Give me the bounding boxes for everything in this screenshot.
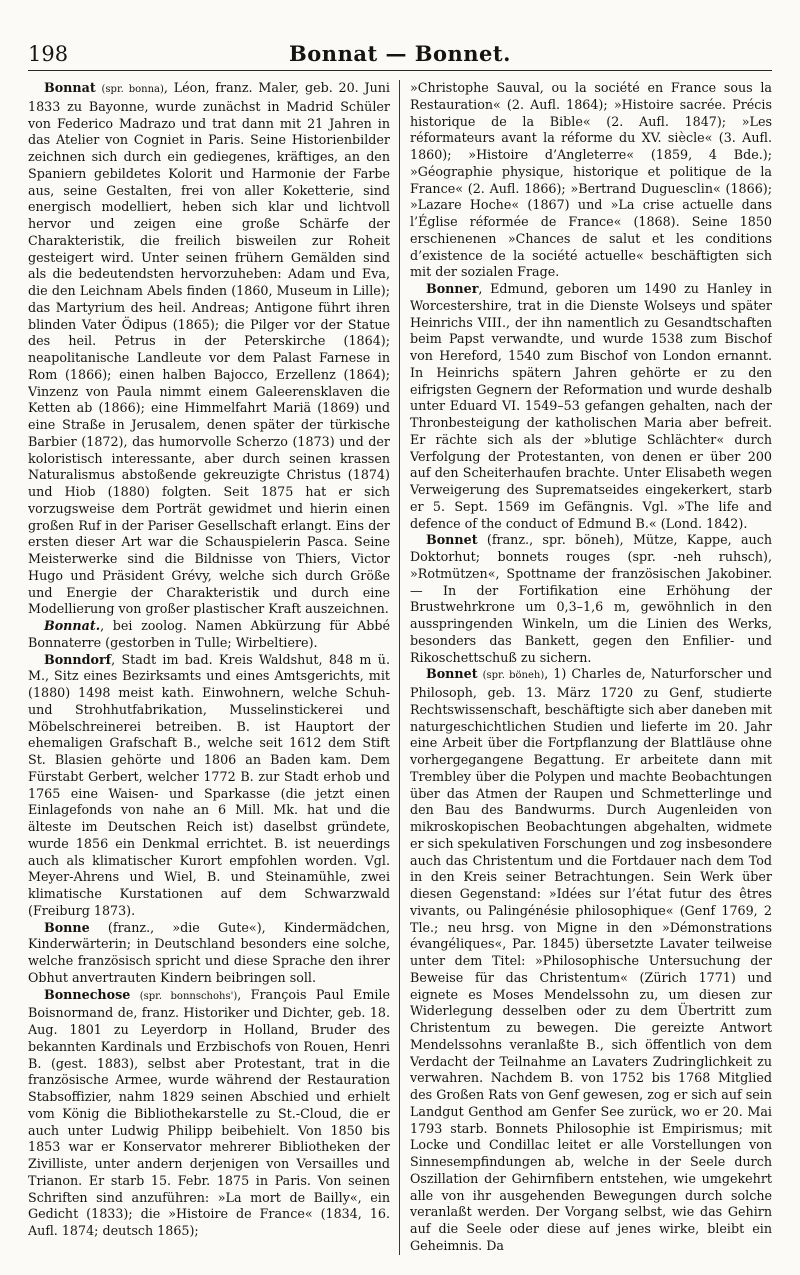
entry-pronunciation: (spr. bonnschohs') xyxy=(139,990,238,1002)
dictionary-entry xyxy=(410,532,772,666)
running-title: Bonnat — Bonnet. xyxy=(289,41,511,66)
entry-headword: Bonndorf xyxy=(44,651,112,667)
entry-headword: Bonnat xyxy=(44,80,96,95)
entry-text: , 1) Charles de, Naturforscher und Philosoph, geb. 13. März 1720 zu Genf, studierte Rechtswissenschaft, beschäftigte sich aber daneben mit naturgeschichtlichen Studien und lieferte im 20. Jahr eine Arbeit über die Fortpflanzung der Blattläuse ohne vorhergegangene Begattung. Er arbeitete dann mit Trembley über die Polypen und machte Beobachtungen über das Atmen der Raupen und Schmetterlinge und den Bau des Bandwurms. Durch Augenleiden von mikroskopischen Beobachtungen abgehalten, widmete er sich spekulativen Forschungen und zog insbesondere auch das Christentum und die Fortdauer nach dem Tod in den Kreis seiner Betrachtungen. Sein Werk über diesen Gegenstand: »Idées sur l’état futur des êtres vivants, ou Palingénésie philosophique« (Genf 1769, 2 Tle.; neu hrsg. von Migne in den »Démonstrations évangéliques«, Par. 1845) übersetzte Lavater teilweise unter dem Titel: »Philosophische Untersuchung der Beweise für das Christentum« (Zürich 1771) und eignete es Moses Mendelssohn zu, um diesen zur Widerlegung desselben oder zu dem Übertritt zum Christentum zu bewegen. Die gereizte Antwort Mendelssohns veranlaßte B., sich öffentlich von dem Verdacht der Teilnahme an Lavaters Zudringlichkeit zu verwahren. Nachdem B. von 1752 bis 1768 Mitglied des Großen Rats von Genf gewesen, zog er sich auf sein Landgut Genthod am Genfer See zurück, wo er 20. Mai 1793 starb. Bonnets Philosophie ist Empirismus; mit Locke und Condillac leitet er alle Vorstellungen von Sinnesempfindungen ab, welche in der Seele durch Oszillation der Gehirnfibern entstehen, wie umgekehrt alle von ihr ausgehenden Bewegungen durch solche veranlaßt werden. Der Vorgang selbst, wie das Gehirn auf die Seele oder diese auf jenes wirke, bleibt ein Geheimnis. Da xyxy=(410,666,772,1253)
entry-text: , bei zoolog. Namen Abkürzung für Abbé Bonnaterre (gestorben in Tulle; Wirbeltiere). xyxy=(28,618,390,650)
entry-headword: Bonnet xyxy=(426,532,478,548)
column-divider xyxy=(399,80,400,1255)
dictionary-entry xyxy=(28,80,390,618)
page-header xyxy=(28,38,772,71)
dictionary-entry xyxy=(410,281,772,532)
dictionary-entry xyxy=(28,652,390,920)
entry-text: »Christophe Sauval, ou la société en France sous la Restauration« (2. Aufl. 1864); »Histoire sacrée. Précis historique de la Bible« (2. Aufl. 1847); »Les réformateurs avant la réforme du XV. siècle« (3. Aufl. 1860); »Histoire d’Angleterre« (1859, 4 Bde.); »Géographie physique, historique et politique de la France« (2. Aufl. 1866); »Bertrand Duguesclin« (1866); »Lazare Hoche« (1867) und »La crise actuelle dans l’Église réformée de France« (1868). Seine 1850 erschienenen »Chances de salut et les conditions d’existence de la société actuelle« beschäftigten sich mit der sozialen Frage. xyxy=(410,80,772,280)
entry-text: (franz., spr. böneh), Mütze, Kappe, auch Doktorhut; bonnets rouges (spr. -neh ruhsch), »Rotmützen«, Spottname der französischen Jakobiner. — In der Fortifikation eine Erhöhung der Brustwehrkrone um 0,3–1,6 m, gewöhnlich in den ausspringenden Winkeln, um die Linien des Werks, besonders das Bankett, gegen den Enfilier- und Rikoschettschuß zu sichern. xyxy=(410,532,772,665)
entry-headword: Bonnechose xyxy=(44,986,131,1002)
entry-text: , François Paul Emile Boisnormand de, franz. Historiker und Dichter, geb. 18. Aug. 1801 zu Leyerdorp in Holland, Bruder des bekannten Kardinals und Erzbischofs von Rouen, Henri B. (gest. 1883), selbst aber Protestant, trat in die französische Armee, wurde während der Restauration Stabsoffizier, nahm 1829 seinen Abschied und erhielt vom König die Bibliothekarstelle zu St.-Cloud, die er auch unter Ludwig Philipp beibehielt. Von 1850 bis 1853 war er Konservator mehrerer Bibliotheken der Zivilliste, unter andern derjenigen von Versailles und Trianon. Er starb 15. Febr. 1875 in Paris. Von seinen Schriften sind anzuführen: »La mort de Bailly«, ein Gedicht (1833); die »Histoire de France« (1834, 16. Aufl. 1874; deutsch 1865); xyxy=(28,986,390,1238)
entry-text: , Stadt im bad. Kreis Waldshut, 848 m ü. M., Sitz eines Bezirksamts und eines Amtsgerichts, mit (1880) 1498 meist kath. Einwohnern, welche Schuh- und Strohhutfabrikation, Musselinstickerei und Möbelschreinerei betreiben. B. ist Hauptort der ehemaligen Grafschaft B., welche seit 1612 dem Stift St. Blasien gehörte und 1806 an Baden kam. Dem Fürstabt Gerbert, welcher 1772 B. zur Stadt erhob und 1765 eine Waisen- und Sparkasse (die jetzt einen Einlagefonds von nahe an 6 Mill. Mk. hat und die älteste im Deutschen Reich ist) daselbst gründete, wurde 1856 ein Denkmal errichtet. B. ist neuerdings auch als klimatischer Kurort empfohlen worden. Vgl. Meyer-Ahrens und Wiel, B. und Steinamühle, zwei klimatische Kurstationen auf dem Schwarzwald (Freiburg 1873). xyxy=(28,651,390,918)
entry-headword: Bonne xyxy=(44,919,90,935)
entry-headword: Bonnet xyxy=(426,666,478,682)
entry-text: (franz., »die Gute«), Kindermädchen, Kinderwärterin; in Deutschland besonders eine solche, welche französisch spricht und diese Sprache den ihrer Obhut anvertrauten Kindern beibringen soll. xyxy=(28,919,390,985)
right-column xyxy=(410,80,772,1255)
entry-pronunciation: (spr. bonna) xyxy=(101,84,164,95)
page-number: 198 xyxy=(28,42,69,66)
entry-pronunciation: (spr. böneh) xyxy=(482,670,545,682)
entry-text: , Léon, franz. Maler, geb. 20. Juni 1833 zu Bayonne, wurde zunächst in Madrid Schüler von Federico Madrazo und trat dann mit 21 Jahren in das Atelier von Cogniet in Paris. Seine Historienbilder zeichnen sich durch ein gediegenes, kräftiges, an den Spaniern gebildetes Kolorit und Harmonie der Farbe aus, seine Gestalten, frei von aller Koketterie, sind energisch modelliert, heben sich klar und lichtvoll hervor und zeigen eine große Schärfe der Charakteristik, die freilich bisweilen zur Roheit gesteigert wird. Unter seinen frühern Gemälden sind als die bedeutendsten hervorzuheben: Adam und Eva, die den Leichnam Abels finden (1860, Museum in Lille); das Martyrium des heil. Andreas; Antigone führt ihren blinden Vater Ödipus (1865); die Pilger vor der Statue des heil. Petrus in der Peterskirche (1864); neapolitanische Landleute vor dem Palast Farnese in Rom (1866); einen halben Bajocco, Erzellenz (1864); Vinzenz von Paula nimmt einem Galeerensklaven die Ketten ab (1866); eine Himmelfahrt Mariä (1869) und eine Straße in Jerusalem, denen später der türkische Barbier (1872), das humorvolle Scherzo (1873) und der koloristisch interessante, aber durch seinen krassen Naturalismus abstoßende gekreuzigte Christus (1874) und Hiob (1880) folgten. Seit 1875 hat er sich vorzugsweise dem Porträt gewidmet und hierin einen großen Ruf in der Pariser Gesellschaft erlangt. Eins der ersten dieser Art war die Schauspielerin Pasca. Seine Meisterwerke sind die Bildnisse von Thiers, Victor Hugo und Präsident Grévy, welche sich durch Größe und Energie der Charakteristik und durch eine Modellierung von großer plastischer Kraft auszeichnen. xyxy=(28,80,390,617)
dictionary-entry xyxy=(28,987,390,1240)
entry-text: , Edmund, geboren um 1490 zu Hanley in Worcestershire, trat in die Dienste Wolseys und später Heinrichs VIII., der ihn namentlich zu Gesandtschaften beim Papst verwandte, und wurde 1538 zum Bischof von Hereford, 1540 zum Bischof von London ernannt. In Heinrichs spätern Jahren gehörte er zu den eifrigsten Gegnern der Reformation und wurde deshalb unter Eduard VI. 1549–53 gefangen gehalten, nach der Thronbesteigung der katholischen Maria aber befreit. Er rächte sich als der »blutige Schlächter« durch Verfolgung der Protestanten, von denen er über 200 auf den Scheiterhaufen brachte. Unter Elisabeth wegen Verweigerung des Suprematseides eingekerkert, starb er 5. Sept. 1569 im Gefängnis. Vgl. »The life and defence of the conduct of Edmund B.« (Lond. 1842). xyxy=(410,281,772,531)
dictionary-entry xyxy=(28,920,390,987)
entry-headword: Bonner xyxy=(426,281,479,296)
dictionary-entry xyxy=(28,618,390,652)
entry-headword: Bonnat. xyxy=(44,618,101,633)
dictionary-entry xyxy=(410,666,772,1254)
left-column xyxy=(28,80,390,1255)
dictionary-entry xyxy=(410,80,772,281)
